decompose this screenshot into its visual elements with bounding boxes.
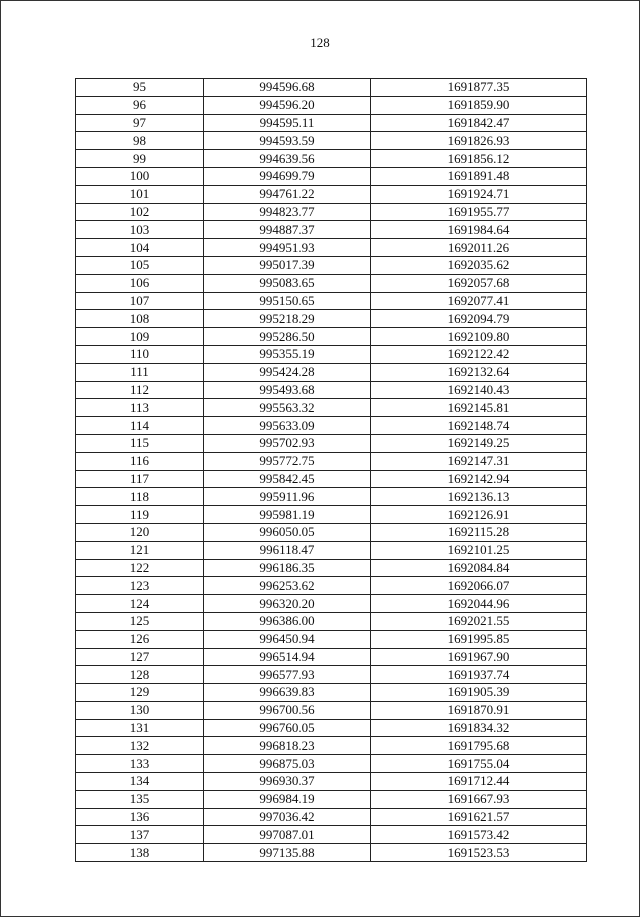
table-row [76,737,587,755]
point-number-cell: 123 [76,577,204,595]
x-coordinate-cell: 995563.32 [204,399,371,417]
x-coordinate-cell: 994639.56 [204,150,371,168]
x-coordinate-cell: 994699.79 [204,167,371,185]
point-number-cell: 106 [76,274,204,292]
point-number-cell: 112 [76,381,204,399]
page-number: 128 [310,35,330,50]
y-coordinate-cell: 1692142.94 [371,470,587,488]
x-coordinate-cell: 994596.20 [204,96,371,114]
y-coordinate-cell: 1691859.90 [371,96,587,114]
x-coordinate-cell: 994595.11 [204,114,371,132]
table-row [76,239,587,257]
table-row [76,559,587,577]
x-coordinate-cell: 996320.20 [204,595,371,613]
table-row [76,612,587,630]
x-coordinate-cell: 995633.09 [204,417,371,435]
table-row [76,345,587,363]
y-coordinate-cell: 1692149.25 [371,434,587,452]
y-coordinate-cell: 1692136.13 [371,488,587,506]
y-coordinate-cell: 1691924.71 [371,185,587,203]
table-row [76,381,587,399]
x-coordinate-cell: 995150.65 [204,292,371,310]
y-coordinate-cell: 1691856.12 [371,150,587,168]
x-coordinate-cell: 995911.96 [204,488,371,506]
y-coordinate-cell: 1692084.84 [371,559,587,577]
y-coordinate-cell: 1692140.43 [371,381,587,399]
point-number-cell: 120 [76,523,204,541]
point-number-cell: 115 [76,434,204,452]
point-number-cell: 124 [76,595,204,613]
x-coordinate-cell: 995702.93 [204,434,371,452]
y-coordinate-cell: 1691621.57 [371,808,587,826]
point-number-cell: 109 [76,328,204,346]
table-row [76,310,587,328]
x-coordinate-cell: 996930.37 [204,773,371,791]
x-coordinate-cell: 996118.47 [204,541,371,559]
table-row [76,96,587,114]
table-row [76,595,587,613]
y-coordinate-cell: 1692066.07 [371,577,587,595]
x-coordinate-cell: 997087.01 [204,826,371,844]
y-coordinate-cell: 1692021.55 [371,612,587,630]
point-number-cell: 136 [76,808,204,826]
table-row [76,363,587,381]
point-number-cell: 103 [76,221,204,239]
table-row [76,434,587,452]
y-coordinate-cell: 1691755.04 [371,755,587,773]
table-row [76,203,587,221]
table-row [76,417,587,435]
x-coordinate-cell: 996514.94 [204,648,371,666]
table-row [76,328,587,346]
point-number-cell: 126 [76,630,204,648]
x-coordinate-cell: 994593.59 [204,132,371,150]
table-row [76,274,587,292]
y-coordinate-cell: 1691826.93 [371,132,587,150]
point-number-cell: 102 [76,203,204,221]
x-coordinate-cell: 995017.39 [204,256,371,274]
point-number-cell: 101 [76,185,204,203]
point-number-cell: 129 [76,684,204,702]
table-row [76,150,587,168]
point-number-cell: 128 [76,666,204,684]
point-number-cell: 121 [76,541,204,559]
point-number-cell: 132 [76,737,204,755]
y-coordinate-cell: 1691573.42 [371,826,587,844]
point-number-cell: 127 [76,648,204,666]
x-coordinate-cell: 995083.65 [204,274,371,292]
x-coordinate-cell: 996577.93 [204,666,371,684]
point-number-cell: 97 [76,114,204,132]
y-coordinate-cell: 1691667.93 [371,790,587,808]
y-coordinate-cell: 1691877.35 [371,79,587,97]
x-coordinate-cell: 994596.68 [204,79,371,97]
table-row [76,452,587,470]
y-coordinate-cell: 1691523.53 [371,844,587,862]
y-coordinate-cell: 1691834.32 [371,719,587,737]
table-row [76,221,587,239]
table-row [76,506,587,524]
point-number-cell: 95 [76,79,204,97]
x-coordinate-cell: 996818.23 [204,737,371,755]
y-coordinate-cell: 1692148.74 [371,417,587,435]
table-row [76,790,587,808]
table-row [76,666,587,684]
point-number-cell: 135 [76,790,204,808]
x-coordinate-cell: 996984.19 [204,790,371,808]
table-row [76,470,587,488]
y-coordinate-cell: 1692109.80 [371,328,587,346]
point-number-cell: 104 [76,239,204,257]
y-coordinate-cell: 1692147.31 [371,452,587,470]
point-number-cell: 105 [76,256,204,274]
table-row [76,755,587,773]
table-row [76,648,587,666]
point-number-cell: 99 [76,150,204,168]
point-number-cell: 108 [76,310,204,328]
table-row [76,79,587,97]
y-coordinate-cell: 1691905.39 [371,684,587,702]
table-row [76,826,587,844]
x-coordinate-cell: 996639.83 [204,684,371,702]
y-coordinate-cell: 1692115.28 [371,523,587,541]
table-row [76,844,587,862]
y-coordinate-cell: 1691984.64 [371,221,587,239]
x-coordinate-cell: 996760.05 [204,719,371,737]
x-coordinate-cell: 996253.62 [204,577,371,595]
table-row [76,684,587,702]
x-coordinate-cell: 994951.93 [204,239,371,257]
point-number-cell: 117 [76,470,204,488]
y-coordinate-cell: 1691955.77 [371,203,587,221]
point-number-cell: 118 [76,488,204,506]
point-number-cell: 134 [76,773,204,791]
table-row [76,719,587,737]
y-coordinate-cell: 1691842.47 [371,114,587,132]
point-number-cell: 111 [76,363,204,381]
x-coordinate-cell: 995493.68 [204,381,371,399]
x-coordinate-cell: 995842.45 [204,470,371,488]
y-coordinate-cell: 1692094.79 [371,310,587,328]
x-coordinate-cell: 995286.50 [204,328,371,346]
x-coordinate-cell: 994823.77 [204,203,371,221]
x-coordinate-cell: 995355.19 [204,345,371,363]
point-number-cell: 107 [76,292,204,310]
point-number-cell: 138 [76,844,204,862]
x-coordinate-cell: 996050.05 [204,523,371,541]
x-coordinate-cell: 996386.00 [204,612,371,630]
point-number-cell: 125 [76,612,204,630]
y-coordinate-cell: 1692057.68 [371,274,587,292]
y-coordinate-cell: 1691870.91 [371,701,587,719]
y-coordinate-cell: 1691891.48 [371,167,587,185]
x-coordinate-cell: 994887.37 [204,221,371,239]
table-row [76,256,587,274]
y-coordinate-cell: 1692122.42 [371,345,587,363]
point-number-cell: 98 [76,132,204,150]
y-coordinate-cell: 1692044.96 [371,595,587,613]
y-coordinate-cell: 1692145.81 [371,399,587,417]
table-row [76,292,587,310]
point-number-cell: 110 [76,345,204,363]
table-row [76,773,587,791]
x-coordinate-cell: 995218.29 [204,310,371,328]
y-coordinate-cell: 1691712.44 [371,773,587,791]
table-row [76,399,587,417]
y-coordinate-cell: 1692035.62 [371,256,587,274]
x-coordinate-cell: 996700.56 [204,701,371,719]
table-row [76,701,587,719]
point-number-cell: 113 [76,399,204,417]
point-number-cell: 116 [76,452,204,470]
point-number-cell: 96 [76,96,204,114]
point-number-cell: 119 [76,506,204,524]
x-coordinate-cell: 995772.75 [204,452,371,470]
y-coordinate-cell: 1692077.41 [371,292,587,310]
x-coordinate-cell: 994761.22 [204,185,371,203]
y-coordinate-cell: 1691995.85 [371,630,587,648]
table-row [76,132,587,150]
table-row [76,541,587,559]
y-coordinate-cell: 1692126.91 [371,506,587,524]
y-coordinate-cell: 1692132.64 [371,363,587,381]
x-coordinate-cell: 996875.03 [204,755,371,773]
x-coordinate-cell: 995424.28 [204,363,371,381]
coordinates-table [75,78,587,862]
table-row [76,808,587,826]
table-row [76,114,587,132]
point-number-cell: 100 [76,167,204,185]
table-row [76,488,587,506]
x-coordinate-cell: 996450.94 [204,630,371,648]
point-number-cell: 133 [76,755,204,773]
x-coordinate-cell: 997135.88 [204,844,371,862]
x-coordinate-cell: 997036.42 [204,808,371,826]
table-row [76,167,587,185]
y-coordinate-cell: 1692011.26 [371,239,587,257]
coordinates-table-body [76,79,587,862]
y-coordinate-cell: 1691795.68 [371,737,587,755]
table-row [76,577,587,595]
point-number-cell: 122 [76,559,204,577]
x-coordinate-cell: 996186.35 [204,559,371,577]
x-coordinate-cell: 995981.19 [204,506,371,524]
table-row [76,185,587,203]
point-number-cell: 114 [76,417,204,435]
point-number-cell: 130 [76,701,204,719]
point-number-cell: 137 [76,826,204,844]
y-coordinate-cell: 1692101.25 [371,541,587,559]
y-coordinate-cell: 1691937.74 [371,666,587,684]
table-row [76,523,587,541]
point-number-cell: 131 [76,719,204,737]
table-row [76,630,587,648]
y-coordinate-cell: 1691967.90 [371,648,587,666]
